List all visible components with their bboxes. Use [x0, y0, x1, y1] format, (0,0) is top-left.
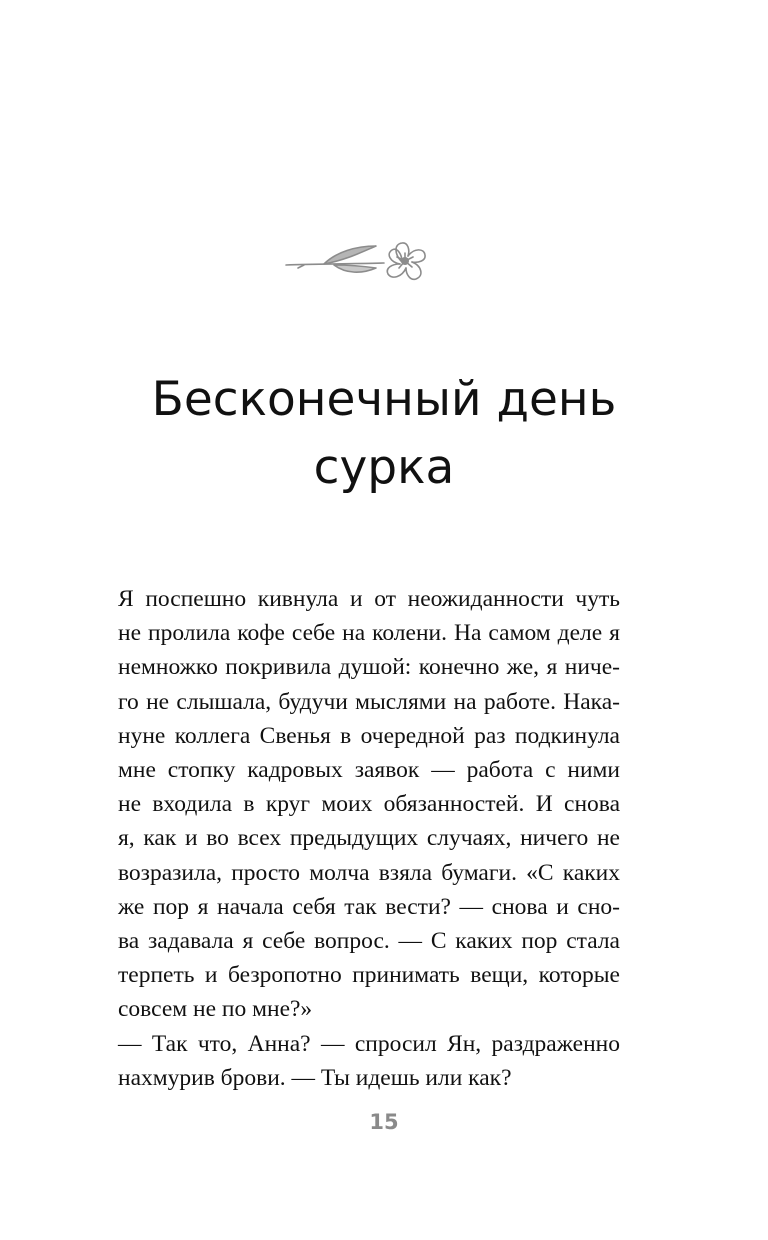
paragraph — [118, 582, 620, 1027]
text-line: же пор я начала себя так вести? — снова и сно- — [118, 893, 620, 920]
text-line: — Так что, Анна? — спросил Ян, раздраженно — [118, 1030, 620, 1057]
text-line: мне стопку кадровых заявок — работа с ними — [118, 757, 620, 784]
flower-branch-icon — [284, 240, 428, 286]
text-line: возразила, просто молча взяла бумаги. «С каких — [118, 859, 620, 886]
text-line: немножко покривила душой: конечно же, я ниче- — [118, 654, 620, 681]
text-line: совсем не по мне?» — [118, 996, 313, 1023]
chapter-title — [0, 366, 768, 502]
text-line: не пролила кофе себе на колени. На самом деле я — [118, 620, 620, 647]
body-text — [118, 582, 620, 1095]
text-line: нахмурив брови. — Ты идешь или как? — [118, 1064, 512, 1091]
text-line: ва задавала я себе вопрос. — С каких пор стала — [118, 928, 620, 955]
paragraph — [118, 1027, 620, 1095]
chapter-title-line-2: сурка — [313, 440, 455, 495]
text-line: терпеть и безропотно принимать вещи, которые — [118, 962, 620, 989]
text-line: я, как и во всех предыдущих случаях, ничего не — [118, 825, 620, 852]
chapter-title-line-1: Бесконечный день — [151, 372, 617, 427]
page-number: 15 — [369, 1110, 399, 1134]
text-line: не входила в круг моих обязанностей. И снова — [118, 791, 620, 818]
text-line: го не слышала, будучи мыслями на работе. Нака- — [118, 688, 620, 715]
text-line: нуне коллега Свенья в очередной раз подкинула — [118, 722, 620, 749]
text-line: Я поспешно кивнула и от неожиданности чуть — [118, 586, 620, 612]
